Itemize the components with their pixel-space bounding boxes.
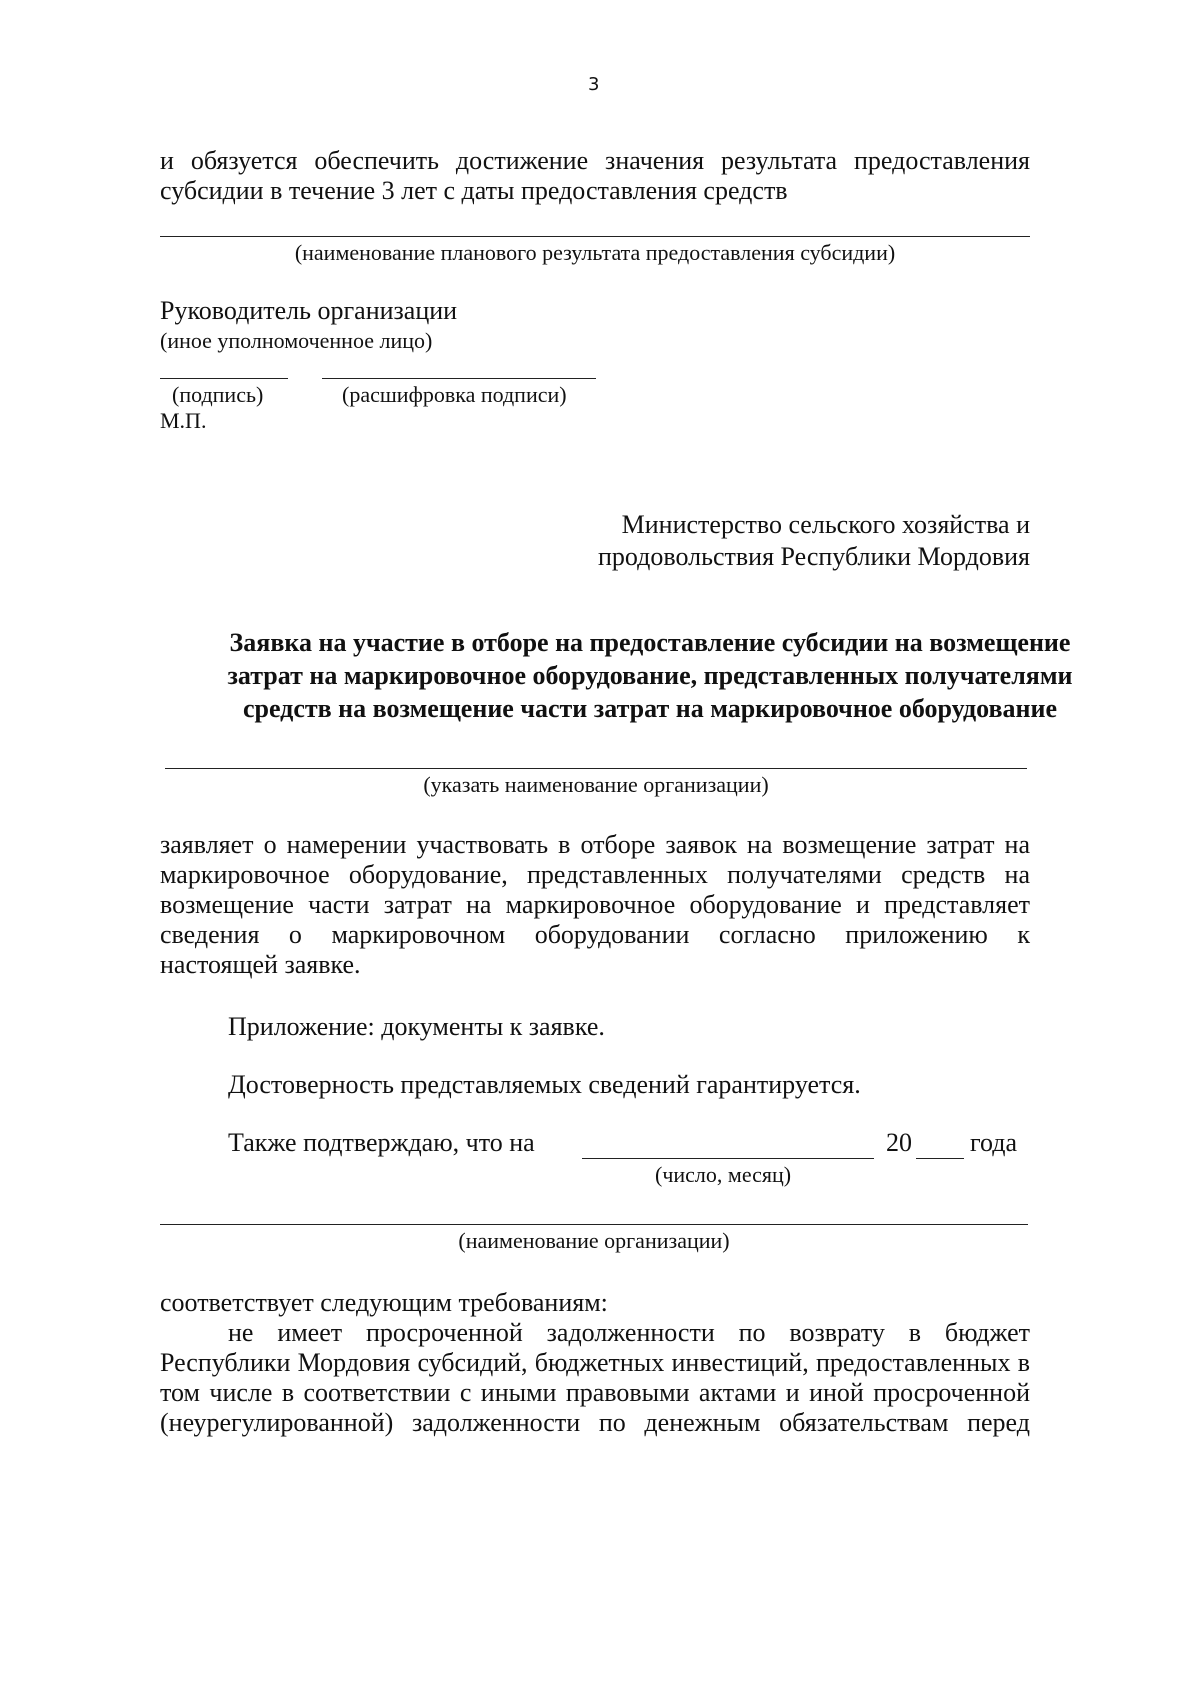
org-name-caption: (указать наименование организации) <box>423 772 769 797</box>
head-subtitle: (иное уполномоченное лицо) <box>160 328 433 353</box>
statement-line-4: сведения о маркировочном оборудовании согласно приложению к <box>160 920 1030 949</box>
page-number: 3 <box>588 74 600 95</box>
addressee-line-2: продовольствия Республики Мордовия <box>598 542 1030 571</box>
intro-line-1: и обязуется обеспечить достижение значения результата предоставления <box>160 146 1030 175</box>
requirements-line-2: Республики Мордовия субсидий, бюджетных инвестиций, предоставленных в <box>160 1348 1030 1377</box>
head-title: Руководитель организации <box>160 296 458 325</box>
intro-line-2: субсидии в течение 3 лет с даты предоставления средств <box>160 176 788 205</box>
year-prefix: 20 <box>886 1128 912 1157</box>
date-caption: (число, месяц) <box>655 1162 792 1187</box>
heading-line-1: Заявка на участие в отборе на предоставление субсидии на возмещение <box>229 628 1071 657</box>
signature-line <box>160 378 288 379</box>
org-line <box>160 1224 1028 1225</box>
heading-line-2: затрат на маркировочное оборудование, представленных получателями <box>227 661 1073 690</box>
reliability-line: Достоверность представляемых сведений гарантируется. <box>228 1070 861 1099</box>
signature-decoding-line <box>322 378 596 379</box>
requirements-line-1: не имеет просроченной задолженности по возврату в бюджет <box>228 1318 1030 1347</box>
requirements-line-4: (неурегулированной) задолженности по денежным обязательствам перед <box>160 1408 1030 1437</box>
confirm-prefix: Также подтверждаю, что на <box>228 1128 535 1157</box>
signature-caption: (подпись) <box>172 382 264 407</box>
org-caption: (наименование организации) <box>458 1228 730 1253</box>
seal-mark: М.П. <box>160 408 207 433</box>
statement-line-1: заявляет о намерении участвовать в отборе заявок на возмещение затрат на <box>160 830 1030 859</box>
statement-line-3: возмещение части затрат на маркировочное оборудование и представляет <box>160 890 1030 919</box>
requirements-intro: соответствует следующим требованиям: <box>160 1288 608 1317</box>
year-blank-line <box>916 1158 964 1159</box>
statement-line-5: настоящей заявке. <box>160 950 361 979</box>
requirements-line-3: том числе в соответствии с иными правовыми актами и иной просроченной <box>160 1378 1030 1407</box>
signature-decoding-caption: (расшифровка подписи) <box>342 382 567 407</box>
application-heading <box>170 626 1130 725</box>
year-suffix: года <box>970 1128 1018 1157</box>
org-name-line <box>165 768 1027 769</box>
date-blank-line <box>582 1158 874 1159</box>
statement-line-2: маркировочное оборудование, представленных получателями средств на <box>160 860 1030 889</box>
result-name-line <box>160 236 1030 237</box>
addressee-line-1: Министерство сельского хозяйства и <box>621 510 1030 539</box>
attachment-line: Приложение: документы к заявке. <box>228 1012 605 1041</box>
result-name-caption: (наименование планового результата предоставления субсидии) <box>294 240 896 265</box>
heading-line-3: средств на возмещение части затрат на маркировочное оборудование <box>242 694 1058 723</box>
